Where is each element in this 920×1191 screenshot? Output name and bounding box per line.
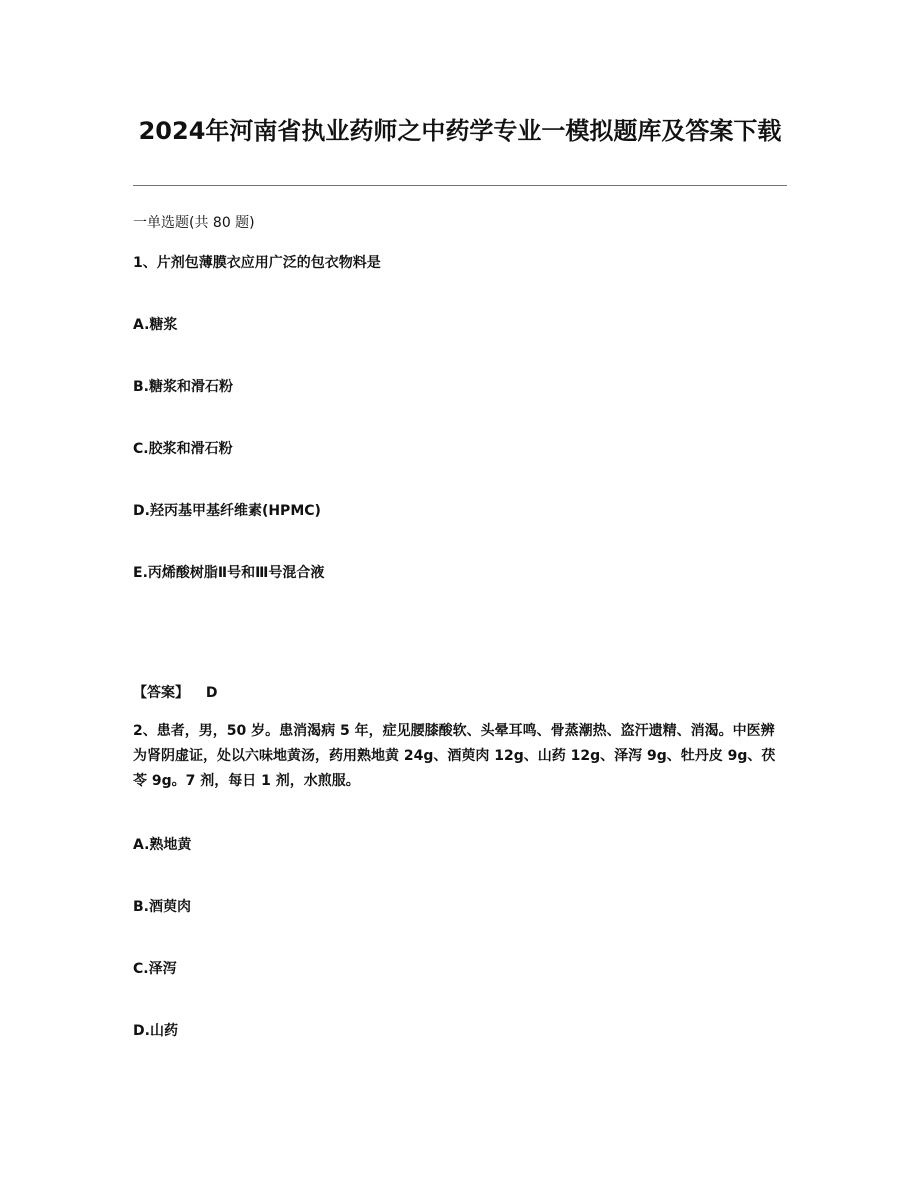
question-1-option-d: D.羟丙基甲基纤维素(HPMC) — [133, 503, 321, 519]
answer-label: 【答案】 — [133, 685, 189, 701]
page-title: 2024年河南省执业药师之中药学专业一模拟题库及答案下载 — [138, 117, 782, 145]
question-2-option-d: D.山药 — [133, 1023, 178, 1039]
question-1-option-e: E.丙烯酸树脂Ⅱ号和Ⅲ号混合液 — [133, 565, 325, 581]
section-heading: 一单选题(共 80 题) — [133, 215, 255, 231]
question-1-stem: 1、片剂包薄膜衣应用广泛的包衣物料是 — [133, 255, 381, 271]
question-2-option-c: C.泽泻 — [133, 961, 177, 977]
question-2-stem: 2、患者，男，50 岁。患消渴病 5 年，症见腰膝酸软、头晕耳鸣、骨蒸潮热、盗汗遗精、消渴。中医辨为肾阴虚证，处以六味地黄汤，药用熟地黄 24g、酒萸肉 12g、山药 12g、泽泻 9g、牡丹皮 9g、茯苓 9g。7 剂，每日 1 剂，水煎服。 — [133, 723, 776, 789]
question-1-answer — [133, 683, 218, 703]
answer-value: D — [205, 685, 218, 701]
title-divider — [133, 185, 787, 186]
question-2-option-b: B.酒萸肉 — [133, 899, 191, 915]
question-2-option-a: A.熟地黄 — [133, 837, 192, 853]
question-1-option-b: B.糖浆和滑石粉 — [133, 379, 233, 395]
question-1-option-c: C.胶浆和滑石粉 — [133, 441, 233, 457]
question-1-option-a: A.糖浆 — [133, 317, 178, 333]
